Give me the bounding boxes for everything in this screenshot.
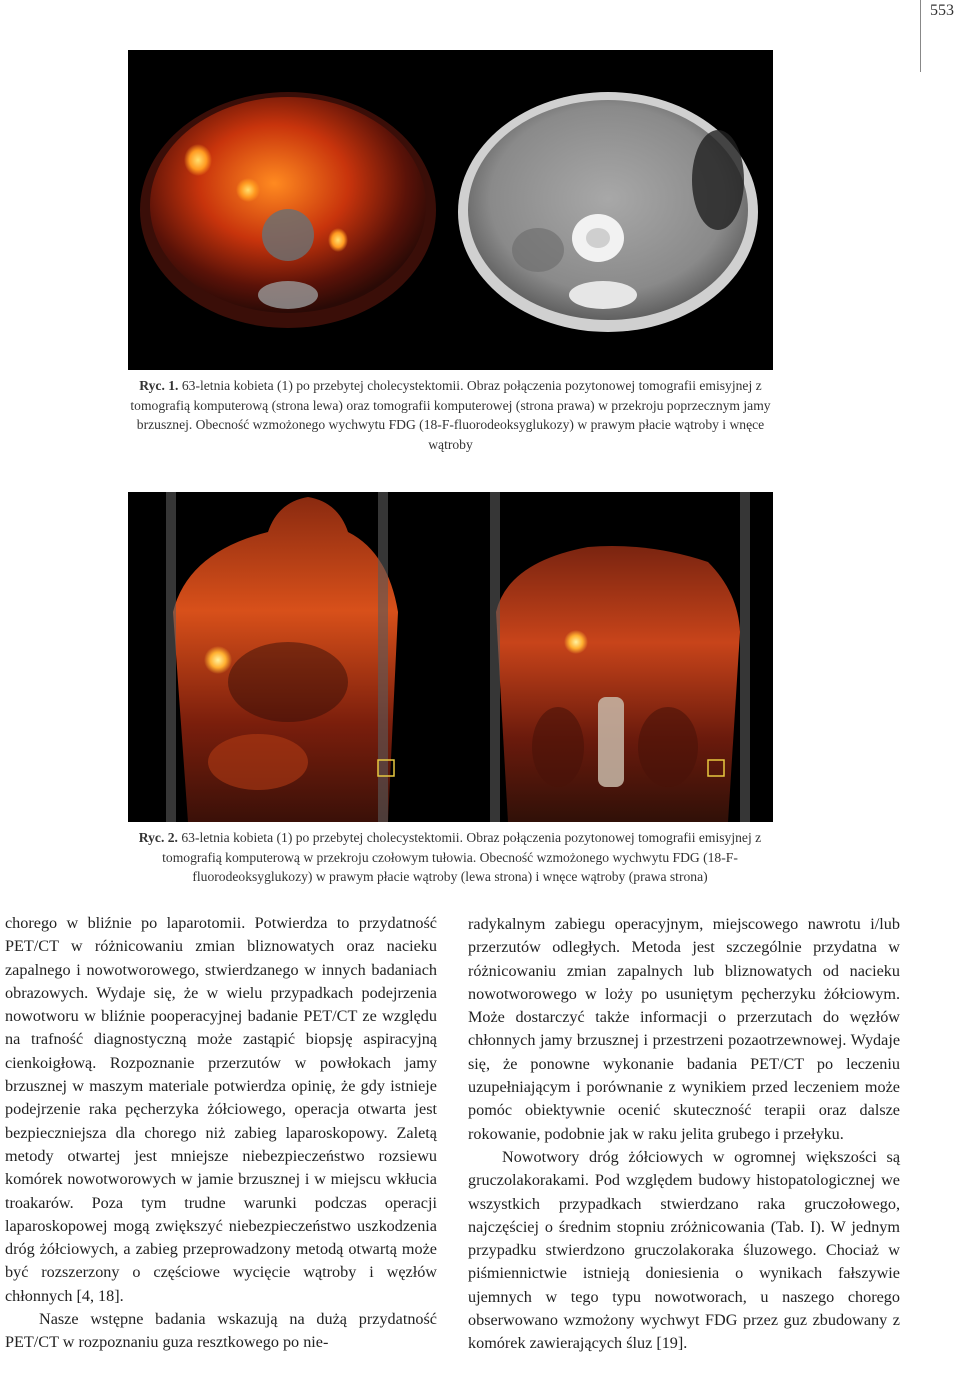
body-column-left (5, 912, 437, 1355)
figure-2-caption (110, 828, 790, 887)
body-paragraph: Nowotwory dróg żółciowych w ogromnej większości są gruczolakorakami. Pod względem budowy histopatologicznej we wszystkich przypadkach stwierdzano raka gruczołowego, najczęściej o średnim stopniu zróżnicowania (Tab. I). W jednym przypadku stwierdzono gruczolakoraka śluzowego. Chociaż w piśmiennictwie istnieją doniesienia o wynikach fałszywie ujemnych w tego typu nowotworach, u naszego chorego obserwowano wzmożony wychwyt FDG przez guz zbudowany z komórek zawierających śluz [19]. (468, 1147, 900, 1353)
figure-1-axial-pet-ct-image (128, 50, 773, 370)
page-number: 553 (930, 2, 954, 19)
body-paragraph: chorego w bliźnie po laparotomii. Potwierdza to przydatność PET/CT w różnicowaniu zmian bliznowatych oraz nacieku zapalnego i nowotworowego, stwierdzanego w innych badaniach obrazowych. Wydaje się, że w wielu przypadkach podejrzenia nowotworu w bliźnie pooperacyjnej badanie PET/CT ze względu na trafność diagnostyczną może zastąpić biopsję aspiracyjną cienkoigłową. Rozpoznanie przerzutów w powłokach jamy brzusznej w maszym materiale potwierdza opinię, że gdy istnieje podejrzenie raka pęcherzyka żółciowego, operacja otwarta jest bezpieczniejsza dla chorego niż zabieg laparoskopowy. Zaletą metody otwartej jest mniejsze niebezpieczeństwo rozsiewu komórek nowotworowych w jamie brzusznej i w miejscu wkłucia troakarów. Poza tym trudne warunki podczas operacji laparoskopowej mogą zwiększyć niebezpieczeństwo uszkodzenia dróg żółciowych, a zabieg przeprowadzony metodą otwartą może być rozszerzony o częściowe wycięcie wątroby i węzłów chłonnych [4, 18]. (5, 914, 437, 1305)
figure-1-scan-illustration (128, 50, 773, 370)
body-paragraph: radykalnym zabiegu operacyjnym, miejscowego nawrotu i/lub przerzutów odległych. Metoda jest szczególnie przydatna w różnicowaniu zmian zapalnych lub bliznowatych od nacieku nowotworowego w loży po usuniętym pęcherzyku żółciowym. Może dostarczyć także informacji o przerzutach do węzłów chłonnych jamy brzusznej i przestrzeni pozaotrzewnowej. Wydaje się, że ponowne wykonanie badania PET/CT po leczeniu uzupełniającym i porównanie z wynikiem przed leczeniem może pomóc obiektywnie ocenić skuteczność terapii oraz dalsze rokowanie, podobnie jak w raku jelita grubego i przełyku. (468, 915, 900, 1143)
figure-2-caption-text: 63-letnia kobieta (1) po przebytej cholecystektomii. Obraz połączenia pozytonowej tomografii emisyjnej z tomografią komputerową w przekroju czołowym tułowia. Obecność wzmożonego wychwytu FDG (18-F-fluorodeoksyglukozy) w prawym płacie wątroby (lewa strona) i wnęce wątroby (prawa strona) (162, 830, 762, 884)
figure-2-coronal-pet-ct-image (128, 492, 773, 822)
figure-1-caption (128, 376, 773, 454)
figure-1-label: Ryc. 1. (139, 378, 179, 393)
figure-1-caption-text: 63-letnia kobieta (1) po przebytej cholecystektomii. Obraz połączenia pozytonowej tomografii emisyjnej z tomografią komputerową (strona lewa) oraz tomografii komputerowej (strona prawa) w przekroju poprzecznym jamy brzusznej. Obecność wzmożonego wychwytu FDG (18-F-fluorodeoksyglukozy) w prawym płacie wątroby i wnęce wątroby (130, 378, 771, 452)
body-paragraph: Nasze wstępne badania wskazują na dużą przydatność PET/CT w rozpoznaniu guza resztkowego po nie- (5, 1310, 437, 1352)
figure-2-scan-illustration (128, 492, 773, 822)
page-edge-rule (920, 0, 921, 72)
figure-2-label: Ryc. 2. (138, 830, 178, 845)
body-column-right (468, 913, 900, 1356)
